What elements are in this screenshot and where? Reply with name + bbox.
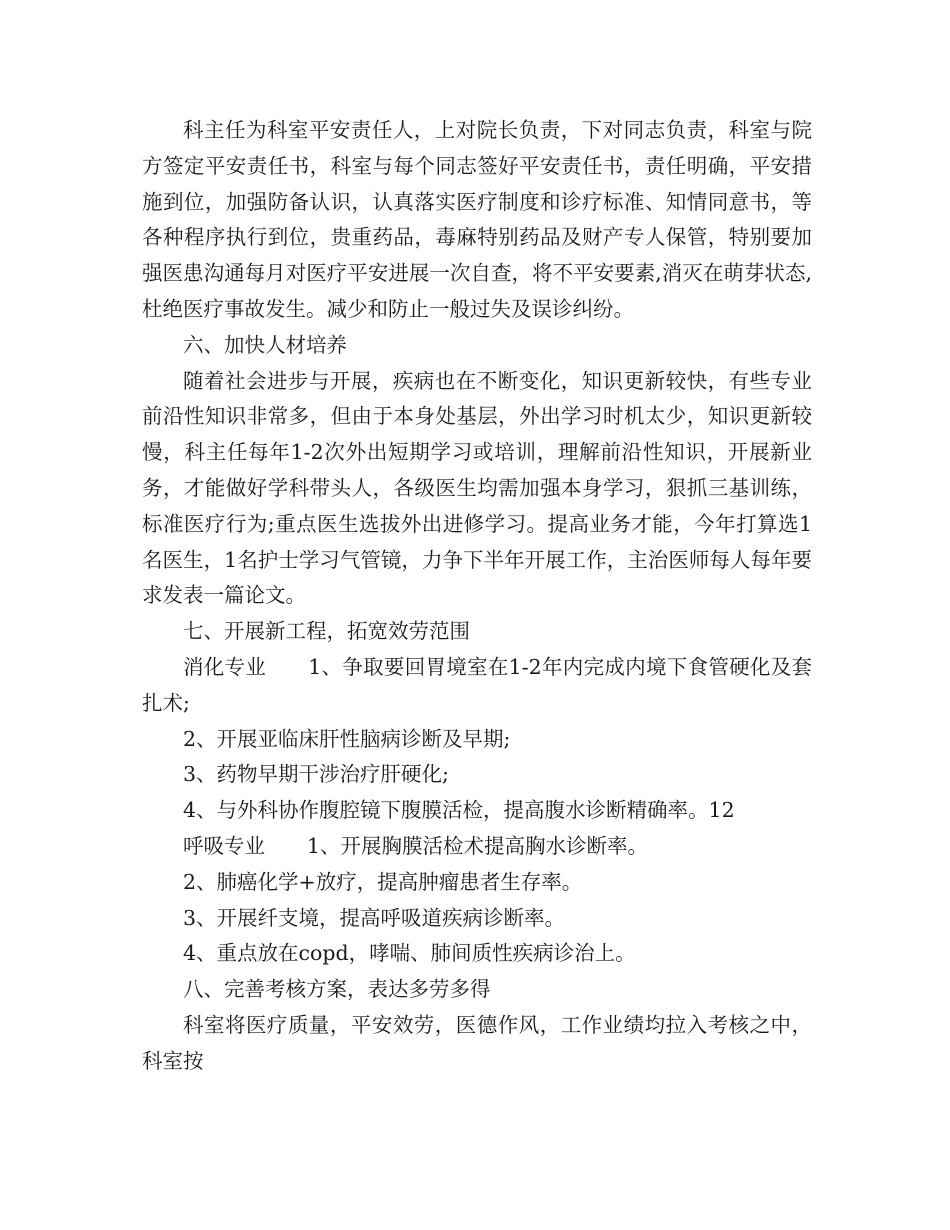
respiratory-item-4: 4、重点放在copd，哮喘、肺间质性疾病诊治上。: [183, 941, 636, 966]
respiratory-specialty-label: 呼吸专业: [183, 833, 265, 858]
digestive-item-2: 2、开展亚临床肝性脑病诊断及早期;: [183, 726, 511, 751]
digestive-item-1: [142, 650, 812, 722]
heading-new-projects: 七、开展新工程，拓宽效劳范围: [183, 619, 470, 644]
paragraph-assessment-plan: 科室将医疗质量，平安效劳，医德作风，工作业绩均拉入考核之中，科室按: [142, 1012, 812, 1073]
respiratory-item-3: 3、开展纤支境，提高呼吸道疾病诊断率。: [183, 905, 566, 930]
digestive-item-4: 4、与外科协作腹腔镜下腹膜活检，提高腹水诊断精确率。12: [183, 798, 735, 823]
heading-talent-training: 六、加快人材培养: [183, 332, 347, 357]
respiratory-item-1: [142, 829, 812, 865]
respiratory-item-2: 2、肺癌化学+放疗，提高肿瘤患者生存率。: [183, 869, 583, 894]
document-body: [142, 113, 812, 1080]
digestive-specialty-label: 消化专业: [183, 654, 267, 679]
paragraph-safety-responsibility: 科主任为科室平安责任人，上对院长负责，下对同志负责，科室与院方签定平安责任书，科室与每个同志签好平安责任书，责任明确，平安措施到位，加强防备认识，认真落实医疗制度和诊疗标准、知情同意书，等各种程序执行到位，贵重药品，毒麻特别药品及财产专人保管，特别要加强医患沟通每月对医疗平安进展一次自查，将不平安要素,消灭在萌芽状态,杜绝医疗事故发生。减少和防止一般过失及误诊纠纷。: [142, 118, 812, 321]
paragraph-talent-training: 随着社会进步与开展，疾病也在不断变化，知识更新较快，有些专业前沿性知识非常多，但由于本身处基层，外出学习时机太少，知识更新较慢，科主任每年1-2次外出短期学习或培训，理解前沿性知识，开展新业务，才能做好学科带头人，各级医生均需加强本身学习，狠抓三基训练，标准医疗行为;重点医生选拔外出进修学习。提高业务才能，今年打算选1名医生，1名护士学习气管镜，力争下半年开展工作，主治医师每人每年要求发表一篇论文。: [142, 368, 812, 608]
heading-assessment-plan: 八、完善考核方案，表达多劳多得: [183, 977, 491, 1002]
digestive-item-1-text: 1、争取要回胃境室在1-2年内完成内境下食管硬化及套扎术;: [142, 654, 813, 715]
respiratory-item-1-text: 1、开展胸膜活检术提高胸水诊断率。: [307, 833, 649, 858]
digestive-item-3: 3、药物早期干涉治疗肝硬化;: [183, 762, 449, 787]
